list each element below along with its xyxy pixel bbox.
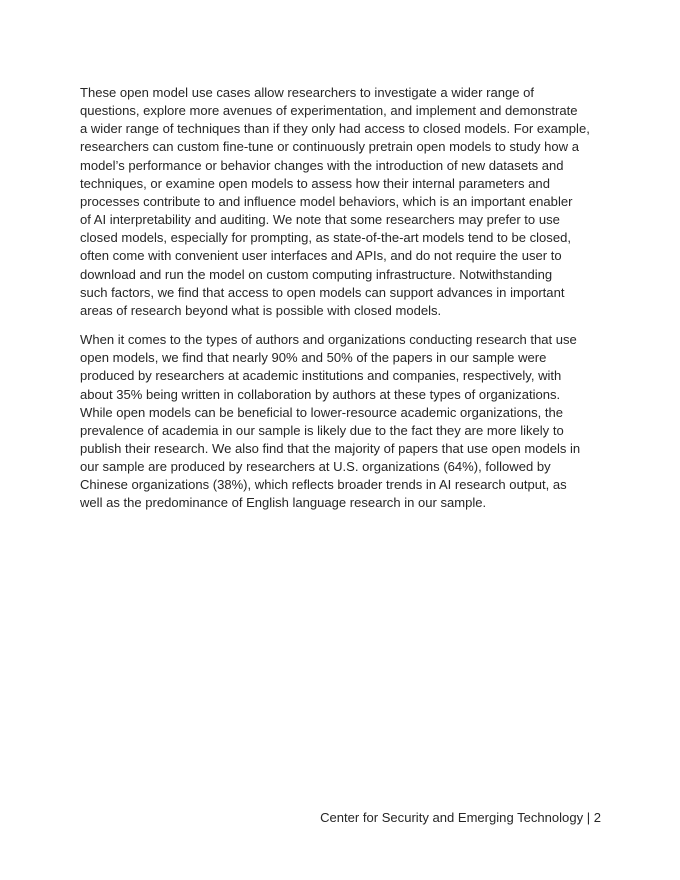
text-line: our sample are produced by researchers at U.S. organizations (64%), followed by [80, 459, 551, 475]
text-line: closed models, especially for prompting, as state-of-the-art models tend to be closed, [80, 230, 571, 246]
text-line: researchers can custom fine-tune or continuously pretrain open models to study how a [80, 139, 579, 155]
text-line: processes contribute to and influence model behaviors, which is an important enabler [80, 193, 573, 209]
text-line: questions, explore more avenues of experimentation, and implement and demonstrate [80, 103, 578, 119]
text-line: about 35% being written in collaboration by authors at these types of organizations. [80, 386, 561, 402]
text-line: These open model use cases allow researchers to investigate a wider range of [80, 85, 534, 100]
page-footer: Center for Security and Emerging Technology | 2 [320, 810, 601, 825]
text-line: publish their research. We also find that the majority of papers that use open models in [80, 440, 581, 456]
text-line: When it comes to the types of authors and organizations conducting research that use [80, 332, 577, 348]
text-line: open models, we find that nearly 90% and 50% of the papers in our sample were [80, 350, 547, 366]
text-line: techniques, or examine open models to assess how their internal parameters and [80, 175, 550, 191]
text-line: a wider range of techniques than if they only had access to closed models. For example, [80, 121, 590, 137]
paragraph-authors-and-organizations [80, 331, 601, 513]
text-line: While open models can be beneficial to lower-resource academic organizations, the [80, 404, 563, 420]
text-line: download and run the model on custom computing infrastructure. Notwithstanding [80, 266, 553, 282]
text-line: well as the predominance of English language research in our sample. [80, 495, 487, 511]
text-line: of AI interpretability and auditing. We note that some researchers may prefer to use [80, 212, 560, 228]
paragraph-open-model-use-cases [80, 84, 601, 320]
body-text [80, 84, 601, 513]
text-line: such factors, we find that access to open models can support advances in important [80, 284, 565, 300]
text-line: often come with convenient user interfaces and APIs, and do not require the user to [80, 248, 562, 264]
text-line: prevalence of academia in our sample is likely due to the fact they are more likely to [80, 422, 564, 438]
text-line: Chinese organizations (38%), which reflects broader trends in AI research output, as [80, 477, 567, 493]
text-line: areas of research beyond what is possible with closed models. [80, 302, 442, 318]
text-line: produced by researchers at academic institutions and companies, respectively, with [80, 368, 562, 384]
text-line: model’s performance or behavior changes with the introduction of new datasets and [80, 157, 564, 173]
